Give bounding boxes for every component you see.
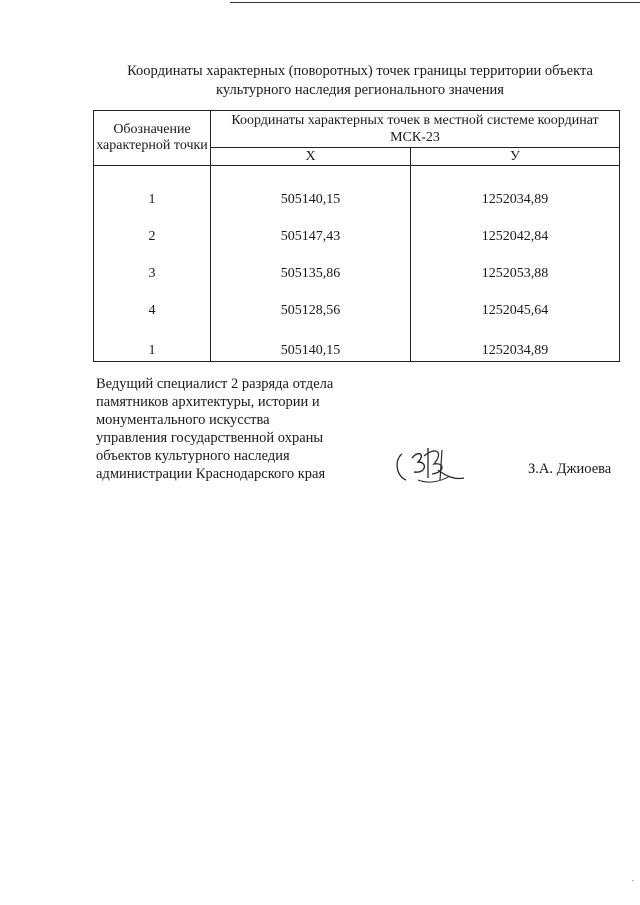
point-cell: 2 — [94, 211, 211, 248]
coordinates-table — [93, 110, 620, 362]
y-cell: 1252034,89 — [411, 322, 620, 362]
table-row — [94, 322, 620, 362]
x-cell: 505147,43 — [211, 211, 411, 248]
point-cell: 3 — [94, 248, 211, 285]
signer-name: З.А. Джиоева — [528, 461, 612, 477]
position-line: объектов культурного наследия — [96, 448, 290, 464]
x-cell: 505128,56 — [211, 285, 411, 322]
title-line-1: Координаты характерных (поворотных) точек границы территории объекта — [127, 63, 593, 79]
signatory-position — [96, 375, 376, 483]
point-cell: 4 — [94, 285, 211, 322]
handwritten-signature — [388, 440, 468, 490]
title-line-2: культурного наследия регионального значения — [216, 82, 504, 98]
document-title — [80, 62, 640, 100]
x-cell: 505140,15 — [211, 166, 411, 212]
point-column-header: Обозначение характерной точки — [94, 111, 211, 166]
corner-mark: . — [631, 873, 634, 883]
position-line: памятников архитектуры, истории и — [96, 394, 320, 410]
x-cell: 505135,86 — [211, 248, 411, 285]
x-cell: 505140,15 — [211, 322, 411, 362]
table-row — [94, 248, 620, 285]
position-line: монументального искусства — [96, 412, 270, 428]
point-cell: 1 — [94, 166, 211, 212]
table-row — [94, 211, 620, 248]
top-rule — [230, 2, 640, 3]
point-cell: 1 — [94, 322, 211, 362]
x-column-header: X — [211, 148, 411, 166]
y-cell: 1252042,84 — [411, 211, 620, 248]
y-cell: 1252053,88 — [411, 248, 620, 285]
table-row — [94, 285, 620, 322]
coordinates-group-header: Координаты характерных точек в местной системе координат МСК-23 — [211, 111, 620, 148]
y-cell: 1252034,89 — [411, 166, 620, 212]
position-line: администрации Краснодарского края — [96, 466, 326, 482]
position-line: управления государственной охраны — [96, 430, 324, 446]
y-column-header: У — [411, 148, 620, 166]
y-cell: 1252045,64 — [411, 285, 620, 322]
table-row — [94, 166, 620, 212]
position-line: Ведущий специалист 2 разряда отдела — [96, 376, 334, 392]
